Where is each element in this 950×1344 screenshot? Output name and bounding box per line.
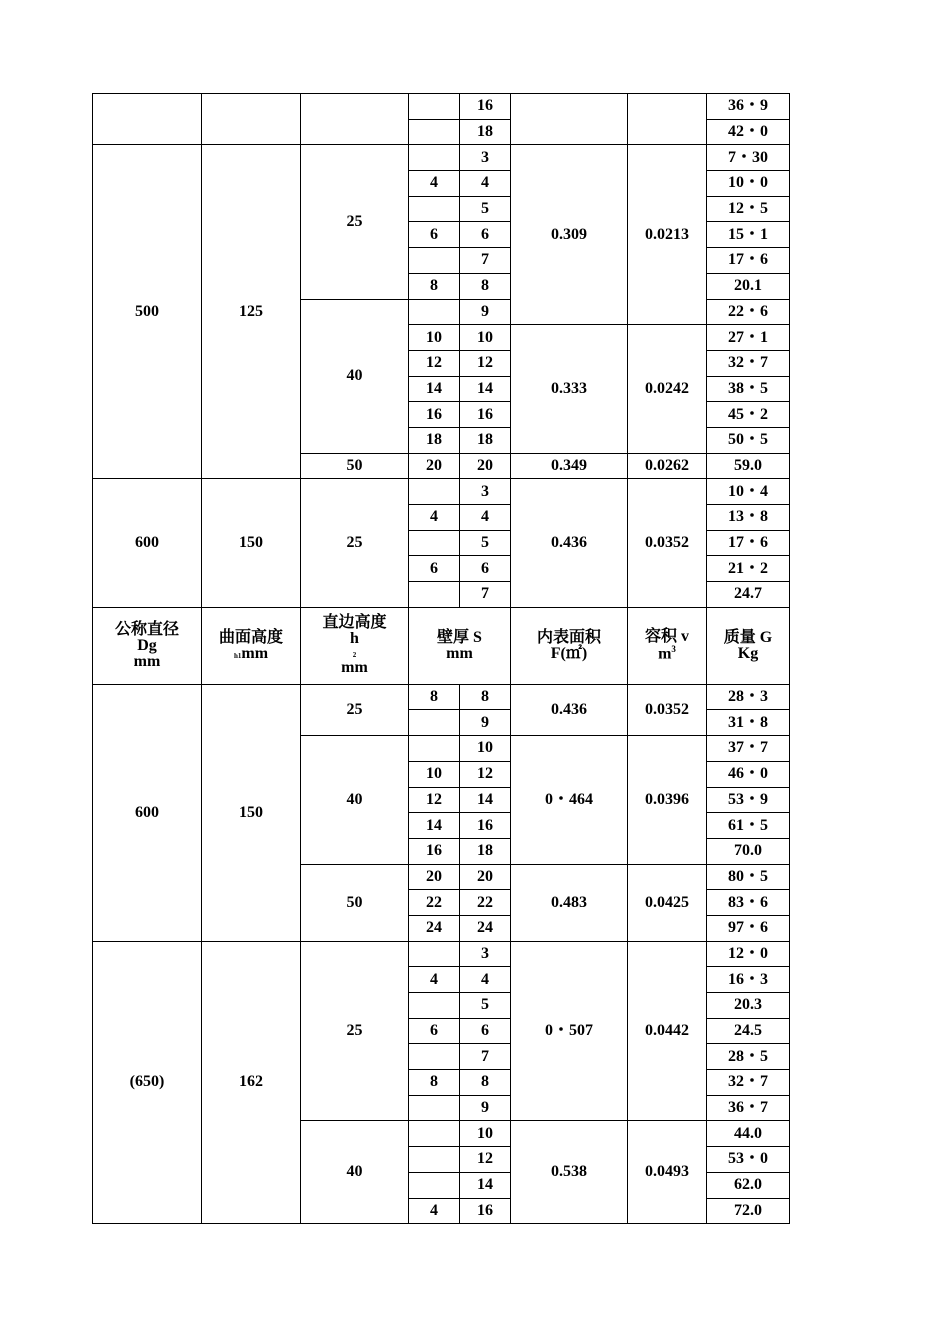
wall-a-cell (409, 582, 460, 608)
wall-b-cell: 5 (460, 993, 511, 1019)
header-straight-symbol: h (350, 630, 359, 648)
header-mass-symbol: G (759, 628, 773, 646)
mass-cell: 28・3 (707, 684, 790, 710)
header-dg-label: 公称直径 (114, 620, 179, 638)
header-curve-label: 曲面高度 (218, 628, 283, 646)
h1-cell: 150 (202, 684, 301, 941)
mass-cell: 42・0 (707, 119, 790, 145)
mass-cell: 36・7 (707, 1095, 790, 1121)
table-row (93, 94, 790, 120)
mass-cell: 53・9 (707, 787, 790, 813)
h2-cell: 40 (301, 299, 409, 453)
wall-b-cell: 24 (460, 915, 511, 941)
h1-cell: 150 (202, 479, 301, 607)
wall-a-cell: 8 (409, 1070, 460, 1096)
header-straight-height (301, 607, 409, 684)
wall-b-cell: 9 (460, 299, 511, 325)
header-curve-symbol: h (233, 651, 238, 660)
mass-cell: 12・5 (707, 196, 790, 222)
header-wall-symbol: S (473, 628, 482, 646)
area-cell: 0.436 (511, 684, 628, 735)
mass-cell: 22・6 (707, 299, 790, 325)
wall-b-cell: 10 (460, 736, 511, 762)
wall-a-cell: 4 (409, 171, 460, 197)
volume-cell: 0.0396 (628, 736, 707, 864)
wall-b-cell: 6 (460, 556, 511, 582)
header-area-symbol: F (550, 644, 561, 662)
mass-cell: 17・6 (707, 248, 790, 274)
dg-cell: 500 (93, 145, 202, 479)
wall-a-cell: 10 (409, 761, 460, 787)
header-dg (93, 607, 202, 684)
wall-a-cell: 10 (409, 325, 460, 351)
wall-b-cell: 12 (460, 350, 511, 376)
wall-b-cell: 3 (460, 145, 511, 171)
wall-b-cell: 7 (460, 582, 511, 608)
header-straight-sub: 2 (352, 651, 357, 660)
table-row (93, 941, 790, 967)
volume-cell: 0.0442 (628, 941, 707, 1121)
wall-a-cell: 4 (409, 1198, 460, 1224)
wall-a-cell: 8 (409, 273, 460, 299)
wall-a-cell (409, 710, 460, 736)
header-area-label: 内表面积 (536, 628, 601, 646)
wall-b-cell: 8 (460, 1070, 511, 1096)
wall-a-cell (409, 196, 460, 222)
header-wall-unit: mm (446, 644, 473, 662)
mass-cell: 7・30 (707, 145, 790, 171)
dg-cell: (650) (93, 941, 202, 1224)
header-straight-label: 直边高度 (322, 614, 387, 632)
mass-cell: 12・0 (707, 941, 790, 967)
header-mass (707, 607, 790, 684)
wall-a-cell (409, 145, 460, 171)
wall-a-cell: 12 (409, 350, 460, 376)
wall-b-cell: 14 (460, 787, 511, 813)
mass-cell: 31・8 (707, 710, 790, 736)
wall-b-cell: 16 (460, 94, 511, 120)
volume-cell: 0.0262 (628, 453, 707, 479)
wall-b-cell: 12 (460, 1147, 511, 1173)
wall-a-cell: 8 (409, 684, 460, 710)
wall-b-cell: 3 (460, 479, 511, 505)
wall-b-cell: 22 (460, 890, 511, 916)
wall-a-cell: 6 (409, 556, 460, 582)
header-straight-unit: mm (341, 659, 368, 677)
wall-b-cell: 3 (460, 941, 511, 967)
wall-b-cell: 5 (460, 196, 511, 222)
wall-a-cell (409, 736, 460, 762)
wall-b-cell: 6 (460, 222, 511, 248)
wall-b-cell: 4 (460, 171, 511, 197)
wall-a-cell: 22 (409, 890, 460, 916)
header-mass-label: 质量 (723, 628, 756, 646)
wall-b-cell: 5 (460, 530, 511, 556)
table-row (93, 479, 790, 505)
header-wall-thickness (409, 607, 511, 684)
mass-cell: 28・5 (707, 1044, 790, 1070)
mass-cell: 61・5 (707, 813, 790, 839)
area-cell (511, 94, 628, 145)
wall-a-cell: 16 (409, 838, 460, 864)
area-cell: 0.538 (511, 1121, 628, 1224)
area-cell: 0.349 (511, 453, 628, 479)
wall-b-cell: 7 (460, 248, 511, 274)
header-curve-height (202, 607, 301, 684)
mass-cell: 27・1 (707, 325, 790, 351)
header-dg-unit: mm (133, 652, 161, 670)
mass-cell: 20.1 (707, 273, 790, 299)
volume-cell: 0.0242 (628, 325, 707, 453)
wall-a-cell: 4 (409, 967, 460, 993)
area-cell: 0.333 (511, 325, 628, 453)
header-wall-label: 壁厚 (437, 628, 470, 646)
wall-b-cell: 20 (460, 453, 511, 479)
h2-cell: 40 (301, 736, 409, 864)
wall-a-cell (409, 94, 460, 120)
wall-a-cell (409, 993, 460, 1019)
wall-a-cell (409, 1095, 460, 1121)
h1-cell: 125 (202, 145, 301, 479)
volume-cell: 0.0352 (628, 684, 707, 735)
area-cell: 0.483 (511, 864, 628, 941)
wall-b-cell: 10 (460, 1121, 511, 1147)
wall-b-cell: 9 (460, 1095, 511, 1121)
mass-cell: 59.0 (707, 453, 790, 479)
wall-b-cell: 4 (460, 505, 511, 531)
wall-a-cell (409, 1044, 460, 1070)
header-curve-sub: 1 (237, 651, 242, 660)
mass-cell: 72.0 (707, 1198, 790, 1224)
h2-cell: 50 (301, 453, 409, 479)
mass-cell: 16・3 (707, 967, 790, 993)
mass-cell: 24.7 (707, 582, 790, 608)
wall-b-cell: 10 (460, 325, 511, 351)
wall-a-cell (409, 1172, 460, 1198)
wall-b-cell: 6 (460, 1018, 511, 1044)
wall-b-cell: 14 (460, 376, 511, 402)
wall-a-cell (409, 248, 460, 274)
mass-cell: 21・2 (707, 556, 790, 582)
header-inner-area (511, 607, 628, 684)
wall-a-cell: 12 (409, 787, 460, 813)
volume-cell (628, 94, 707, 145)
h1-cell: 162 (202, 941, 301, 1224)
wall-b-cell: 16 (460, 813, 511, 839)
wall-a-cell: 14 (409, 376, 460, 402)
wall-b-cell: 12 (460, 761, 511, 787)
header-volume-symbol: v (681, 628, 689, 646)
h2-cell: 50 (301, 864, 409, 941)
mass-cell: 53・0 (707, 1147, 790, 1173)
mass-cell: 50・5 (707, 427, 790, 453)
area-cell: 0・507 (511, 941, 628, 1121)
wall-a-cell (409, 1121, 460, 1147)
wall-a-cell: 4 (409, 505, 460, 531)
wall-b-cell: 9 (460, 710, 511, 736)
mass-cell: 32・7 (707, 1070, 790, 1096)
wall-b-cell: 8 (460, 684, 511, 710)
wall-a-cell: 6 (409, 222, 460, 248)
mass-cell: 37・7 (707, 736, 790, 762)
wall-a-cell: 24 (409, 915, 460, 941)
volume-cell: 0.0425 (628, 864, 707, 941)
area-cell: 0.436 (511, 479, 628, 607)
dg-cell (93, 94, 202, 145)
wall-a-cell (409, 941, 460, 967)
volume-cell: 0.0493 (628, 1121, 707, 1224)
mass-cell: 13・8 (707, 505, 790, 531)
wall-a-cell: 20 (409, 453, 460, 479)
header-volume (628, 607, 707, 684)
wall-b-cell: 16 (460, 1198, 511, 1224)
mass-cell: 70.0 (707, 838, 790, 864)
area-cell: 0.309 (511, 145, 628, 325)
mass-cell: 97・6 (707, 915, 790, 941)
h2-cell: 25 (301, 941, 409, 1121)
h2-cell: 25 (301, 684, 409, 735)
header-mass-unit: Kg (737, 644, 759, 662)
wall-a-cell (409, 299, 460, 325)
header-dg-symbol: Dg (137, 636, 157, 654)
h2-cell: 40 (301, 1121, 409, 1224)
wall-b-cell: 18 (460, 838, 511, 864)
wall-a-cell: 18 (409, 427, 460, 453)
wall-b-cell: 4 (460, 967, 511, 993)
mass-cell: 80・5 (707, 864, 790, 890)
mass-cell: 83・6 (707, 890, 790, 916)
mass-cell: 44.0 (707, 1121, 790, 1147)
wall-b-cell: 20 (460, 864, 511, 890)
h2-cell (301, 94, 409, 145)
mass-cell: 45・2 (707, 402, 790, 428)
wall-a-cell (409, 479, 460, 505)
dg-cell: 600 (93, 684, 202, 941)
wall-b-cell: 7 (460, 1044, 511, 1070)
dg-cell: 600 (93, 479, 202, 607)
header-area-unit: (㎡) (560, 644, 588, 662)
wall-a-cell (409, 119, 460, 145)
wall-a-cell: 20 (409, 864, 460, 890)
area-cell: 0・464 (511, 736, 628, 864)
wall-b-cell: 14 (460, 1172, 511, 1198)
spec-table (92, 93, 790, 1224)
mass-cell: 10・4 (707, 479, 790, 505)
table-row (93, 145, 790, 171)
wall-b-cell: 16 (460, 402, 511, 428)
wall-b-cell: 8 (460, 273, 511, 299)
table-header-row (93, 607, 790, 684)
header-volume-unit: m (658, 645, 672, 663)
mass-cell: 10・0 (707, 171, 790, 197)
wall-a-cell: 16 (409, 402, 460, 428)
h1-cell (202, 94, 301, 145)
wall-a-cell: 6 (409, 1018, 460, 1044)
header-volume-sup: 3 (671, 644, 676, 655)
mass-cell: 24.5 (707, 1018, 790, 1044)
mass-cell: 46・0 (707, 761, 790, 787)
volume-cell: 0.0213 (628, 145, 707, 325)
wall-a-cell (409, 1147, 460, 1173)
header-volume-label: 容积 (644, 628, 677, 646)
mass-cell: 32・7 (707, 350, 790, 376)
mass-cell: 62.0 (707, 1172, 790, 1198)
wall-b-cell: 18 (460, 427, 511, 453)
mass-cell: 36・9 (707, 94, 790, 120)
table-row (93, 684, 790, 710)
mass-cell: 15・1 (707, 222, 790, 248)
wall-a-cell: 14 (409, 813, 460, 839)
mass-cell: 38・5 (707, 376, 790, 402)
mass-cell: 20.3 (707, 993, 790, 1019)
wall-a-cell (409, 530, 460, 556)
volume-cell: 0.0352 (628, 479, 707, 607)
h2-cell: 25 (301, 145, 409, 299)
wall-b-cell: 18 (460, 119, 511, 145)
mass-cell: 17・6 (707, 530, 790, 556)
header-curve-unit: mm (241, 644, 269, 662)
h2-cell: 25 (301, 479, 409, 607)
